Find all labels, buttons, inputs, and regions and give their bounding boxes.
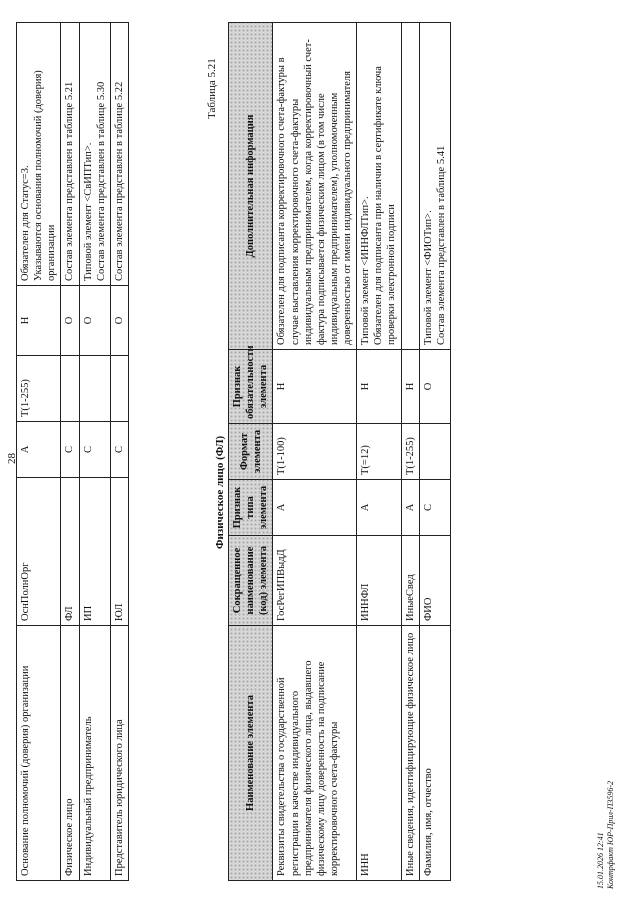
column-header: Сокращенное наименование (код) элемента: [229, 536, 273, 626]
table-cell: Типовой элемент <ИННФЛТип>. Обязателен для подписанта при наличии в сертификате ключа проверки электронной подписи: [357, 23, 401, 350]
table-physical-person: [228, 22, 451, 881]
table-cell: [110, 356, 128, 422]
column-header: Дополнительная информация: [229, 23, 273, 350]
table-caption: Таблица 5.21: [206, 58, 218, 119]
table-cell: Состав элемента представлен в таблице 5.22: [110, 23, 128, 286]
table-row: [79, 23, 110, 881]
table-row: [110, 23, 128, 881]
table-cell: С: [61, 422, 79, 478]
column-header: Признак типа элемента: [229, 480, 273, 536]
section-title: Физическое лицо (ФЛ): [214, 435, 226, 549]
table-cell: ОснПолнОрг: [17, 478, 61, 626]
column-header: Формат элемента: [229, 424, 273, 480]
table-row: [273, 23, 357, 881]
table-cell: Иные сведения, идентифицирующие физическое лицо: [401, 626, 419, 881]
table-cell: Реквизиты свидетельства о государственной регистрации в качестве индивидуального предпринимателя физического лица, выдавшего физическому лицу доверенность на подписание корректировочного счета-фактуры: [273, 626, 357, 881]
table-row: [17, 23, 61, 881]
table-cell: ИННФЛ: [357, 536, 401, 626]
table-row: [61, 23, 79, 881]
table-cell: Основание полномочий (доверия) организации: [17, 626, 61, 881]
table-cell: Представитель юридического лица: [110, 626, 128, 881]
table-cell: Т(1-255): [17, 356, 61, 422]
table-cell: Физическое лицо: [61, 626, 79, 881]
table-row: [357, 23, 401, 881]
table-cell: А: [17, 422, 61, 478]
table-cell: Обязателен для подписанта корректировочного счета-фактуры в случае выставления корректировочного счета-фактуры индивидуальным предпринимателем, когда корректировочный счет-фактура подписывается физическим лицом (в том числе индивидуальным предпринимателем), уполномоченным доверенностью от имени индивидуального предпринимателя: [273, 23, 357, 350]
table-cell: С: [419, 480, 450, 536]
table-cell: ИНН: [357, 626, 401, 881]
table-cell: Н: [17, 286, 61, 356]
table-cell: ФИО: [419, 536, 450, 626]
table-cell: Типовой элемент <ФИОТип>. Состав элемента представлен в таблице 5.41: [419, 23, 450, 350]
table-cell: [61, 356, 79, 422]
table-cell: Обязателен для Статус=3. Указываются основания полномочий (доверия) организации: [17, 23, 61, 286]
table-row: [401, 23, 419, 881]
footer-date: 15.01.2026 12:41: [596, 832, 605, 889]
footer-ref: Контрфакт ЮР-Прил-П3596-2: [606, 780, 616, 889]
table-header-row: [229, 23, 273, 881]
table-cell: Типовой элемент <СвИПТип>. Состав элемента представлен в таблице 5.30: [79, 23, 110, 286]
table-row: [419, 23, 450, 881]
table-cell: А: [401, 480, 419, 536]
column-header: Наименование элемента: [229, 626, 273, 881]
footer-stamp: [596, 781, 617, 889]
table-cell: ЮЛ: [110, 478, 128, 626]
table-cell: Фамилия, имя, отчество: [419, 626, 450, 881]
table-cell: Н: [357, 350, 401, 424]
table-cell: Н: [273, 350, 357, 424]
table-cell: О: [61, 286, 79, 356]
table-cell: ИП: [79, 478, 110, 626]
table-cell: А: [357, 480, 401, 536]
table-cell: О: [419, 350, 450, 424]
table-cell: А: [273, 480, 357, 536]
table-cell: Т(1-255): [401, 424, 419, 480]
table-cell: Н: [401, 350, 419, 424]
table-cell: Т(1-100): [273, 424, 357, 480]
page-number: 28: [6, 453, 18, 464]
table-cell: О: [79, 286, 110, 356]
table-cell: [419, 424, 450, 480]
table-cell: Состав элемента представлен в таблице 5.21: [61, 23, 79, 286]
table-cell: [79, 356, 110, 422]
table-cell: Т(=12): [357, 424, 401, 480]
table-cell: Индивидуальный предприниматель: [79, 626, 110, 881]
table-cell: ГосРегИПВыдД: [273, 536, 357, 626]
table-cell: О: [110, 286, 128, 356]
column-header: Признак обязательности элемента: [229, 350, 273, 424]
table-cell: С: [110, 422, 128, 478]
table-continuation: [16, 22, 129, 881]
table-cell: ФЛ: [61, 478, 79, 626]
table-cell: ИныеСвед: [401, 536, 419, 626]
table-cell: [401, 23, 419, 350]
table-cell: С: [79, 422, 110, 478]
